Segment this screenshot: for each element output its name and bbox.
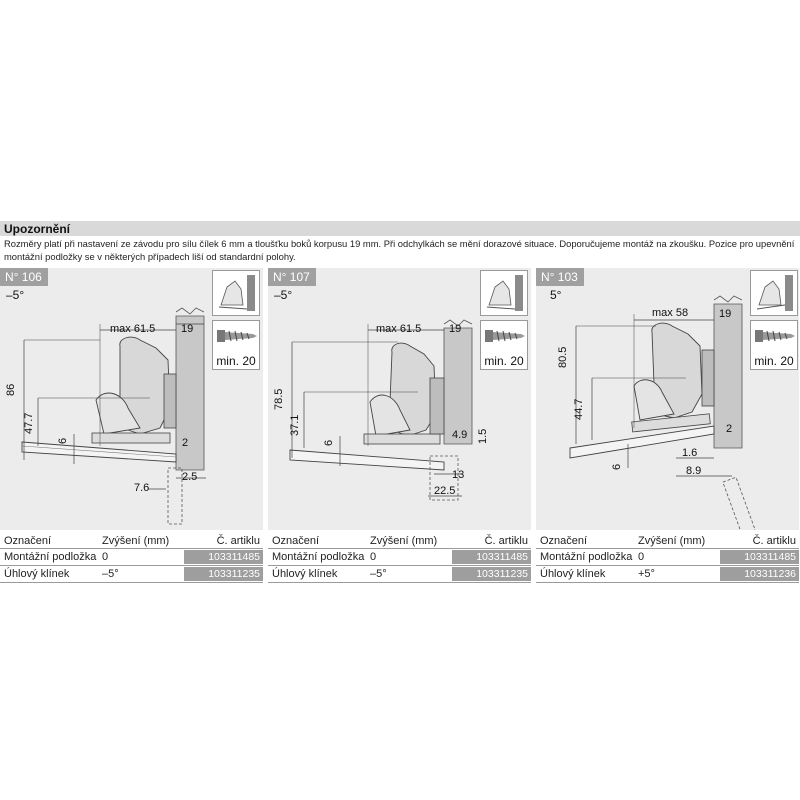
dim-height-a: 86 [5, 383, 17, 396]
screw-min-label: min. 20 [484, 354, 524, 368]
dim-side: 19 [719, 308, 732, 320]
hinge-number: N° 103 [536, 268, 584, 286]
dim-width: max 61.5 [110, 323, 156, 335]
col-designation: Označení [4, 535, 52, 547]
hinge-thumbnail-icon [750, 270, 798, 316]
table-row [536, 566, 799, 583]
table-row [0, 566, 263, 583]
screw-icon [212, 320, 260, 370]
hinge-thumbnail-icon [212, 270, 260, 316]
article-number[interactable]: 103311485 [452, 550, 531, 564]
article-table-107 [268, 533, 531, 583]
table-row [268, 549, 531, 566]
dim-small-b: 2 [182, 437, 189, 449]
notice-bar [0, 221, 800, 236]
dim-width: max 58 [652, 307, 689, 319]
dim-bottom-b: 8.9 [686, 465, 702, 477]
plate-base [430, 378, 444, 434]
dim-height-a: 78.5 [273, 388, 285, 410]
screw-icon [750, 320, 798, 370]
row-name: Úhlový klínek [4, 568, 70, 580]
table-row [0, 549, 263, 566]
row-value: +5° [638, 568, 655, 580]
article-number[interactable]: 103311485 [184, 550, 263, 564]
dim-bottom-a: 1.6 [682, 447, 698, 459]
door-panel [22, 442, 176, 462]
row-value: 0 [638, 551, 645, 563]
dashed-screw [168, 468, 182, 524]
dim-small-a: 6 [57, 437, 69, 444]
article-table-106 [0, 533, 263, 583]
dim-small-b: 2 [726, 423, 733, 435]
row-value: 0 [102, 551, 109, 563]
plate-base [702, 350, 714, 406]
plate-base [164, 374, 176, 428]
col-elevation: Zvýšení (mm) [370, 535, 438, 547]
mounting-plate [92, 433, 170, 443]
table-header [536, 533, 799, 549]
cabinet-side [444, 328, 472, 444]
dim-bottom-b: 2.5 [182, 471, 198, 483]
panel-106 [0, 268, 263, 530]
article-number[interactable]: 103311485 [720, 550, 799, 564]
row-name: Montážní podložka [540, 551, 633, 563]
dim-bottom-b: 22.5 [434, 485, 456, 497]
door-panel [290, 450, 444, 470]
dashed-screw [723, 477, 755, 530]
hinge-angle: –5° [6, 288, 25, 302]
dim-small-a: 6 [611, 463, 623, 470]
col-elevation: Zvýšení (mm) [102, 535, 170, 547]
article-table-103 [536, 533, 799, 583]
col-designation: Označení [540, 535, 588, 547]
notice-title: Upozornění [4, 222, 70, 236]
row-name: Úhlový klínek [540, 568, 606, 580]
hinge-angle: –5° [274, 288, 293, 302]
dim-small-c: 1.5 [477, 428, 489, 444]
dim-small-a: 6 [323, 439, 335, 446]
break-line [176, 308, 204, 314]
screw-min-label: min. 20 [754, 354, 794, 368]
row-value: –5° [102, 568, 119, 580]
col-designation: Označení [272, 535, 320, 547]
dim-height-b: 44.7 [573, 398, 585, 420]
article-number[interactable]: 103311235 [184, 567, 263, 581]
mounting-plate [364, 434, 440, 444]
dim-side: 19 [449, 323, 462, 335]
panel-107 [268, 268, 531, 530]
panel-103 [536, 268, 799, 530]
row-name: Úhlový klínek [272, 568, 338, 580]
dim-height-b: 47.7 [23, 412, 35, 434]
row-name: Montážní podložka [272, 551, 365, 563]
dim-bottom-a: 13 [452, 469, 465, 481]
screw-icon [480, 320, 528, 370]
hinge-number: N° 107 [268, 268, 316, 286]
col-elevation: Zvýšení (mm) [638, 535, 706, 547]
hinge-angle: 5° [550, 288, 562, 302]
row-value: 0 [370, 551, 377, 563]
article-number[interactable]: 103311236 [720, 567, 799, 581]
row-name: Montážní podložka [4, 551, 97, 563]
col-article: Č. artiklu [484, 535, 528, 547]
dim-height-a: 80.5 [557, 346, 569, 368]
cabinet-side [176, 316, 204, 470]
dim-bottom-a: 7.6 [134, 482, 150, 494]
row-value: –5° [370, 568, 387, 580]
table-row [536, 549, 799, 566]
screw-min-label: min. 20 [216, 354, 256, 368]
article-number[interactable]: 103311235 [452, 567, 531, 581]
table-row [268, 566, 531, 583]
dim-width: max 61.5 [376, 323, 422, 335]
table-header [0, 533, 263, 549]
notice-text: Rozměry platí při nastavení ze závodu pro sílu čílek 6 mm a tloušťku boků korpusu 19 mm. Při odchylkách se mění dorazové situace. Doporučujeme montáž na zkoušku. Pozice pro upevnění montážní podložky se v některých případech liší od standardní polohy. [4, 238, 795, 262]
dim-side: 19 [181, 323, 194, 335]
hinge-number: N° 106 [0, 268, 48, 286]
dim-small-b: 4.9 [452, 429, 468, 441]
dim-height-b: 37.1 [289, 414, 301, 436]
hinge-thumbnail-icon [480, 270, 528, 316]
table-header [268, 533, 531, 549]
col-article: Č. artiklu [752, 535, 796, 547]
col-article: Č. artiklu [216, 535, 260, 547]
